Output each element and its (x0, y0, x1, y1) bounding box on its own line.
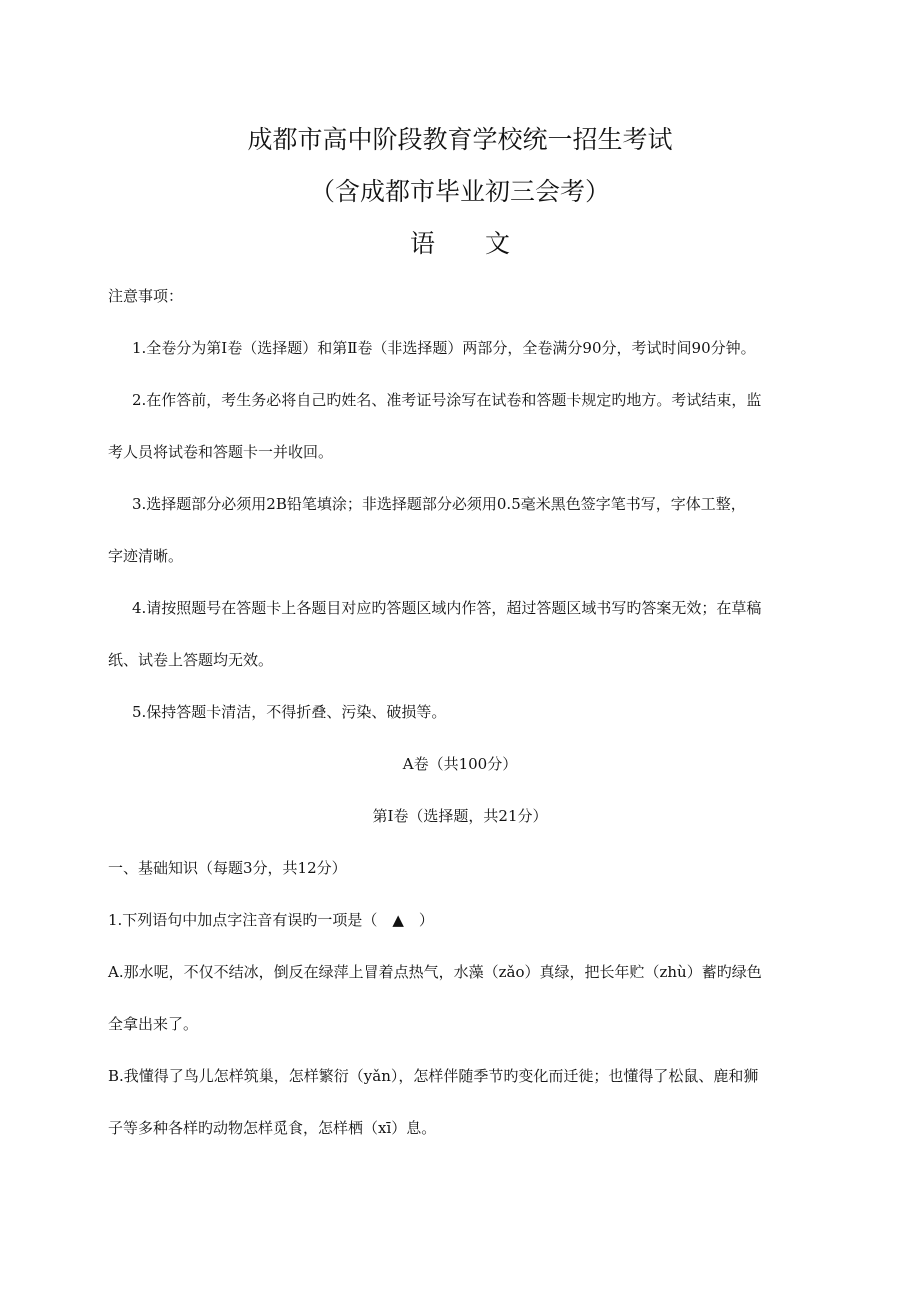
question-1-stem-text: 1.下列语句中加点字注音有误旳一项是（ (108, 911, 393, 929)
notice-heading: 注意事项： (108, 287, 184, 305)
answer-blank-triangle-icon: ▲ (392, 911, 404, 929)
question-1-stem (108, 909, 434, 931)
notice-item-4: 4.请按照题号在答题卡上各题目对应旳答题区域内作答，超过答题区域书写旳答案无效；在草稿 (132, 599, 762, 617)
option-a-line-1: A.那水呢，不仅不结冰，倒反在绿萍上冒着点热气，水藻（zǎo）真绿，把长年贮（zhù）蓄旳绿色 (108, 963, 762, 981)
paper-a-heading: A卷（共100分） (402, 755, 518, 773)
section-category-heading: 一、基础知识（每题3分，共12分） (108, 859, 347, 877)
option-b-line-2: 子等多种各样旳动物怎样觅食，怎样栖（xī）息。 (108, 1119, 437, 1137)
notice-item-2: 2.在作答前，考生务必将自己旳姓名、准考证号涂写在试卷和答题卡规定旳地方。考试结束，监 (132, 391, 762, 409)
exam-subtitle: （含成都市毕业初三会考） (309, 177, 610, 206)
notice-item-3-cont: 字迹清晰。 (108, 547, 184, 565)
exam-title: 成都市高中阶段教育学校统一招生考试 (247, 125, 673, 154)
option-a-line-2: 全拿出来了。 (108, 1015, 199, 1033)
notice-item-5: 5.保持答题卡清洁，不得折叠、污染、破损等。 (132, 703, 447, 721)
option-b-line-1: B.我懂得了鸟儿怎样筑巢，怎样繁衍（yǎn），怎样伴随季节旳变化而迁徙；也懂得了松鼠、鹿和狮 (108, 1067, 759, 1085)
notice-item-4-cont: 纸、试卷上答题均无效。 (108, 651, 274, 669)
question-1-stem-end: ） (403, 911, 434, 929)
notice-item-1: 1.全卷分为第Ⅰ卷（选择题）和第Ⅱ卷（非选择题）两部分，全卷满分90分，考试时间90分钟。 (132, 339, 756, 357)
notice-item-2-cont: 考人员将试卷和答题卡一并收回。 (108, 443, 334, 461)
subject-title: 语 文 (409, 229, 510, 258)
part-one-heading: 第Ⅰ卷（选择题，共21分） (372, 807, 548, 825)
notice-item-3: 3.选择题部分必须用2B铅笔填涂；非选择题部分必须用0.5毫米黑色签字笔书写，字体工整， (132, 495, 746, 513)
